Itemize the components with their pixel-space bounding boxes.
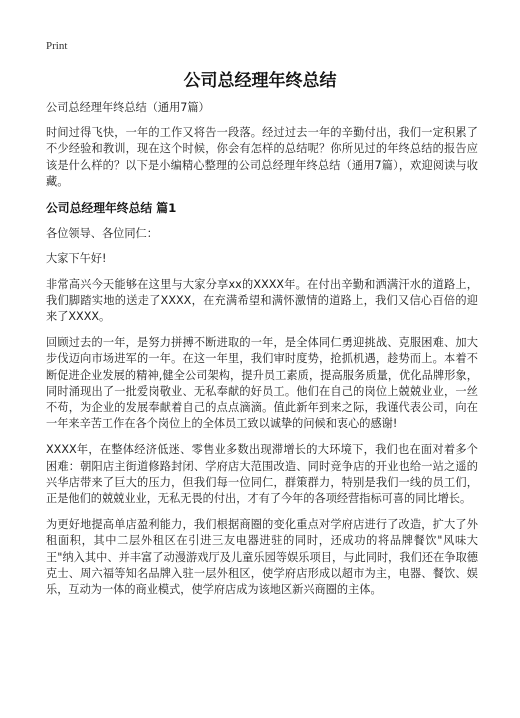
page-title: 公司总经理年终总结 — [183, 71, 337, 91]
body-paragraph: 非常高兴今天能够在这里与大家分享xx的XXXX年。在付出辛勤和洒满汗水的道路上，我们脚踏实地的送走了XXXX，在充满希望和满怀激情的道路上，我们又信心百倍的迎来了XXXX。 — [46, 277, 478, 324]
salutation: 各位领导、各位同仁： — [46, 227, 158, 241]
body-paragraph: 为更好地提高单店盈利能力，我们根据商圈的变化重点对学府店进行了改造，扩大了外租面积，其中二层外租区在引进三友电器进驻的同时，还成功的将品牌餐饮"风味大王"纳入其中、并丰富了动漫游戏厅及儿童乐园等娱乐项目，与此同时，我们还在争取德克士、周六福等知名品牌入驻一层外租区，使学府店形成以超市为主，电器、餐饮、娱乐，互动为一体的商业模式，使学府店成为该地区新兴商圈的主体。 — [46, 518, 478, 597]
body-paragraph: XXXX年，在整体经济低迷、零售业多数出现滞增长的大环境下，我们也在面对着多个困难：朝阳店主街道修路封闭、学府店大范围改造、同时竞争店的开业也给一站之遥的兴华店带来了巨大的压力，但我们每一位同仁，群策群力，特别是我们一线的员工们，正是他们的兢兢业业，无私无畏的付出，才有了今年的各项经营指标可喜的同比增长。 — [46, 443, 478, 506]
greeting: 大家下午好! — [46, 252, 107, 266]
body-paragraph: 回顾过去的一年，是努力拼搏不断进取的一年，是全体同仁勇迎挑战、克服困难、加大步伐迈向市场进军的一年。在这一年里，我们审时度势，抢抓机遇，趁势而上。本着不断促进企业发展的精神,健全公司架构，提升员工素质，提高服务质量，优化品牌形象，同时涌现出了一批爱岗敬业、无私奉献的好员工。他们在自己的岗位上兢兢业业，一丝不苟，为企业的发展奉献着自己的点点滴滴。值此新年到来之际，我谨代表公司，向在一年来辛苦工作在各个岗位上的全体员工致以诚挚的问候和衷心的感谢! — [46, 336, 478, 431]
section-heading: 公司总经理年终总结 篇1 — [46, 201, 177, 216]
document-subtitle: 公司总经理年终总结（通用7篇） — [46, 101, 210, 114]
print-link[interactable]: Print — [46, 40, 68, 52]
intro-paragraph: 时间过得飞快，一年的工作又将告一段落。经过过去一年的辛勤付出，我们一定积累了不少经验和教训，现在这个时候，你会有怎样的总结呢？你所见过的年终总结的报告应该是什么样的？以下是小编精心整理的公司总经理年终总结（通用7篇），欢迎阅读与收藏。 — [46, 126, 478, 188]
document-body — [46, 100, 478, 608]
